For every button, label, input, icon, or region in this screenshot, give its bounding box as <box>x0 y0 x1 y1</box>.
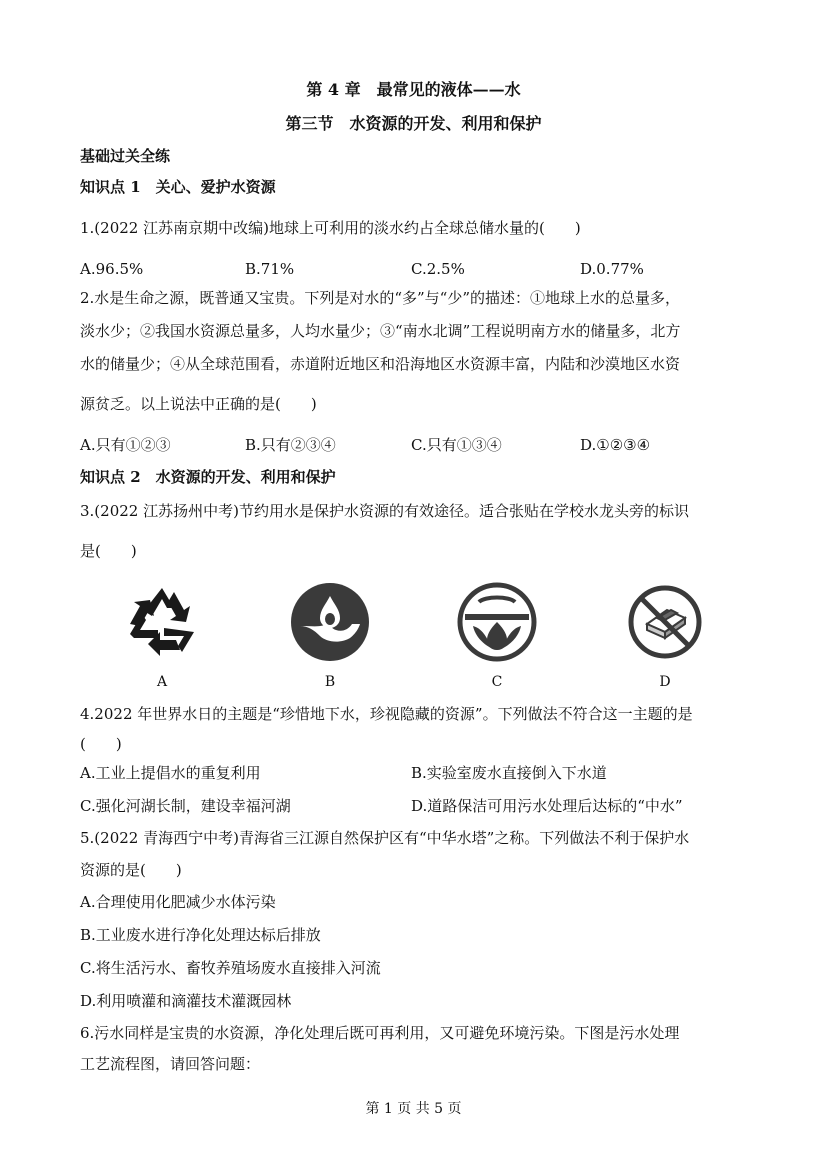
q3-label-c: C <box>491 674 503 690</box>
q5-option-b: B.工业废水进行净化处理达标后排放 <box>80 926 321 944</box>
q2-option-d: D.①②③④ <box>580 436 651 454</box>
question-6-line: 工艺流程图，请回答问题： <box>80 1055 261 1073</box>
question-2-line: 淡水少；②我国水资源总量多，人均水量少；③“南水北调”工程说明南方水的储量多，北方 <box>80 322 681 340</box>
q3-label-d: D <box>659 674 671 690</box>
q1-option-d: D.0.77% <box>580 260 644 278</box>
question-2-line: 源贫乏。以上说法中正确的是( ) <box>80 395 317 413</box>
question-3-line: 是( ) <box>80 542 137 560</box>
chapter-title: 第 4 章 最常见的液体——水 <box>306 80 521 99</box>
q1-option-b: B.71% <box>245 260 295 278</box>
q1-option-c: C.2.5% <box>411 260 465 278</box>
recycle-icon <box>122 582 202 662</box>
q4-option-b: B.实验室废水直接倒入下水道 <box>411 764 607 782</box>
q2-option-a: A.只有①②③ <box>80 436 171 454</box>
knowledge-point-2: 知识点 2 水资源的开发、利用和保护 <box>80 468 336 486</box>
q4-option-d: D.道路保洁可用污水处理后达标的“中水” <box>411 797 683 815</box>
water-drop-icon <box>290 582 370 662</box>
page-footer: 第 1 页 共 5 页 <box>365 1101 462 1117</box>
q3-label-a: A <box>156 674 168 690</box>
question-2-line: 2.水是生命之源，既普通又宝贵。下列是对水的“多”与“少”的描述：①地球上水的总量多， <box>80 289 680 307</box>
question-5-line: 资源的是( ) <box>80 861 182 879</box>
question-4-line: 4.2022 年世界水日的主题是“珍惜地下水，珍视隐藏的资源”。下列做法不符合这一主题的是 <box>80 705 693 723</box>
water-saving-icon <box>457 582 537 662</box>
question-4-line: ( ) <box>80 735 122 753</box>
q2-option-b: B.只有②③④ <box>245 436 336 454</box>
q5-option-d: D.利用喷灌和滴灌技术灌溉园林 <box>80 992 292 1010</box>
question-2-line: 水的储量少；④从全球范围看，赤道附近地区和沿海地区水资源丰富，内陆和沙漠地区水资 <box>80 355 681 373</box>
section-title: 第三节 水资源的开发、利用和保护 <box>285 114 542 133</box>
question-1-stem: 1.(2022 江苏南京期中改编)地球上可利用的淡水约占全球总储水量的( ) <box>80 219 581 237</box>
q5-option-c: C.将生活污水、畜牧养殖场废水直接排入河流 <box>80 959 381 977</box>
q3-label-b: B <box>324 674 336 690</box>
question-5-line: 5.(2022 青海西宁中考)青海省三江源自然保护区有“中华水塔”之称。下列做法不利于保护水 <box>80 829 690 847</box>
no-matches-icon <box>627 584 703 660</box>
q1-option-a: A.96.5% <box>80 260 144 278</box>
knowledge-point-1: 知识点 1 关心、爱护水资源 <box>80 178 276 196</box>
q5-option-a: A.合理使用化肥减少水体污染 <box>80 893 276 911</box>
q4-option-a: A.工业上提倡水的重复利用 <box>80 764 261 782</box>
practice-heading: 基础过关全练 <box>80 147 171 165</box>
question-3-line: 3.(2022 江苏扬州中考)节约用水是保护水资源的有效途径。适合张贴在学校水龙头旁的标识 <box>80 502 689 520</box>
question-6-line: 6.污水同样是宝贵的水资源，净化处理后既可再利用，又可避免环境污染。下图是污水处理 <box>80 1024 680 1042</box>
q4-option-c: C.强化河湖长制，建设幸福河湖 <box>80 797 291 815</box>
q2-option-c: C.只有①③④ <box>411 436 502 454</box>
